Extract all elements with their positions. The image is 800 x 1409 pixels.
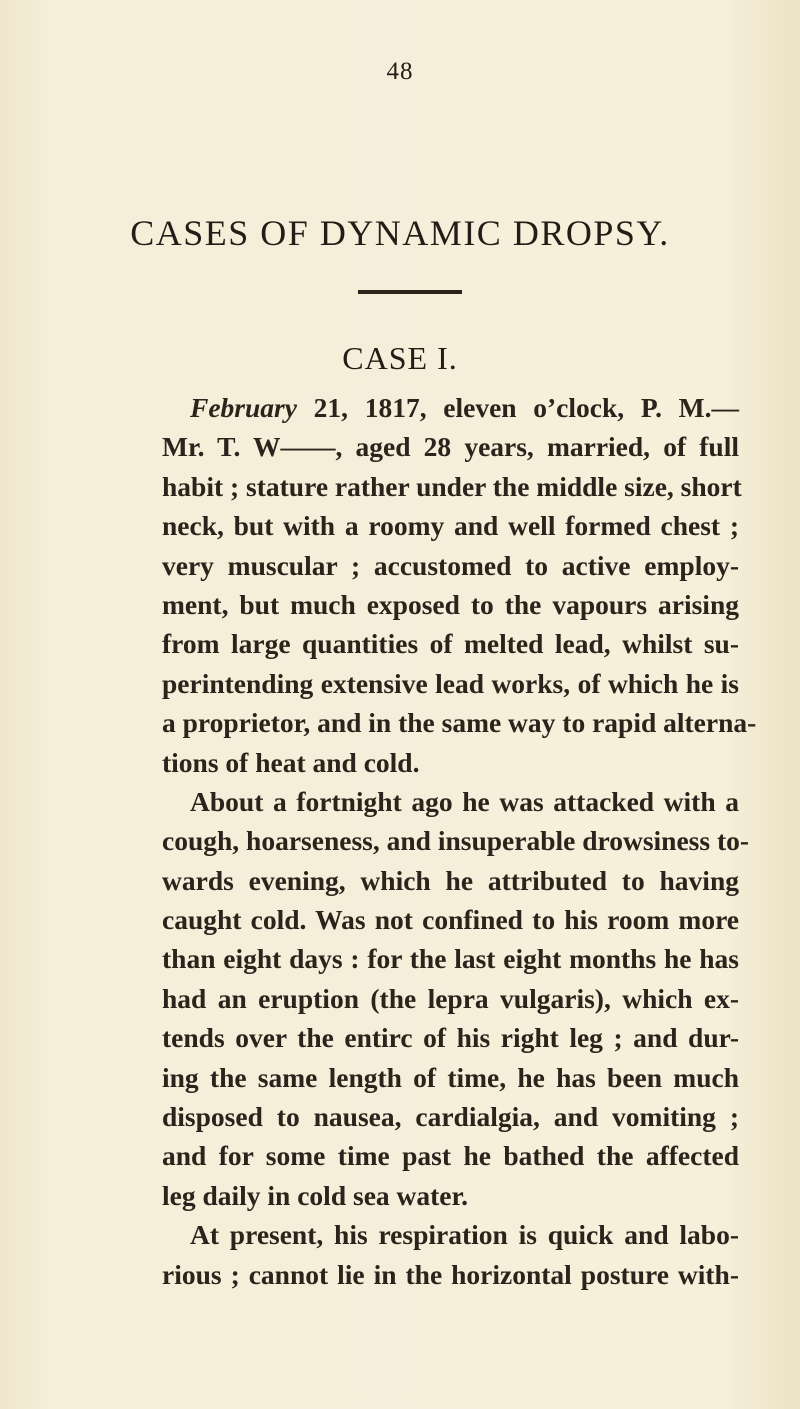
text-line: disposed to nausea, cardialgia, and vomiting ; bbox=[162, 1101, 739, 1133]
text-line: than eight days : for the last eight months he has bbox=[162, 943, 739, 975]
text-line: ing the same length of time, he has been much bbox=[162, 1061, 739, 1093]
chapter-title: CASES OF DYNAMIC DROPSY. bbox=[130, 213, 670, 253]
text-line: and for some time past he bathed the affected bbox=[162, 1140, 739, 1172]
text-line: very muscular ; accustomed to active employ- bbox=[162, 549, 739, 581]
text-line: perintending extensive lead works, of which he is bbox=[162, 667, 739, 699]
section-rule bbox=[358, 290, 462, 294]
page-number: 48 bbox=[386, 58, 414, 85]
text-line bbox=[162, 388, 739, 427]
body-text bbox=[162, 388, 757, 1294]
text-line: tends over the entirc of his right leg ; and dur- bbox=[162, 1022, 739, 1054]
text-line-content: 21, 1817, eleven o’clock, P. M.— bbox=[296, 392, 739, 423]
text-line: neck, but with a roomy and well formed chest ; bbox=[162, 510, 739, 542]
text-line: leg daily in cold sea water. bbox=[162, 1179, 469, 1211]
text-line: caught cold. Was not confined to his room more bbox=[162, 904, 739, 936]
text-line: About a fortnight ago he was attacked with a bbox=[190, 785, 739, 817]
text-line: from large quantities of melted lead, whilst su- bbox=[162, 628, 739, 660]
text-line: ment, but much exposed to the vapours arising bbox=[162, 588, 739, 620]
text-line: habit ; stature rather under the middle size, short bbox=[162, 470, 742, 502]
text-line: cough, hoarseness, and insuperable drowsiness to- bbox=[162, 825, 750, 857]
text-line: Mr. T. W——, aged 28 years, married, of full bbox=[162, 431, 739, 463]
case-heading: CASE I. bbox=[342, 340, 458, 376]
text-line: At present, his respiration is quick and labo- bbox=[190, 1219, 739, 1251]
text-line: had an eruption (the lepra vulgaris), which ex- bbox=[162, 982, 739, 1014]
text-line: rious ; cannot lie in the horizontal posture with- bbox=[162, 1258, 739, 1290]
text-line: a proprietor, and in the same way to rapid alterna- bbox=[162, 707, 757, 739]
text-line: tions of heat and cold. bbox=[162, 746, 420, 778]
date-month: February bbox=[190, 392, 297, 423]
text-line: wards evening, which he attributed to having bbox=[162, 864, 739, 896]
